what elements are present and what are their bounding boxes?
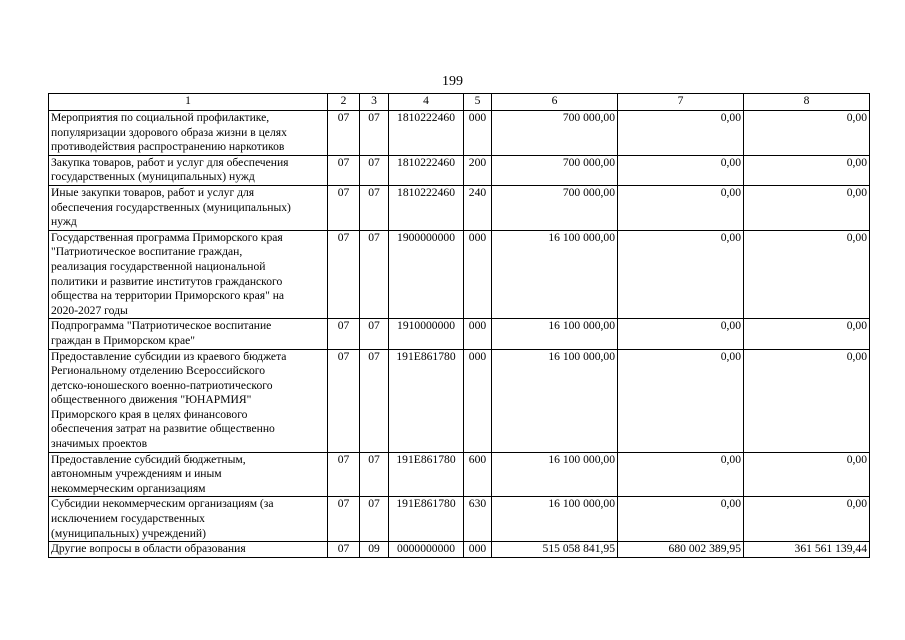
row-name-line: Приморского края в целях финансового xyxy=(51,407,248,421)
column-header: 1 xyxy=(49,94,328,111)
section-code: 07 xyxy=(328,319,360,349)
amount-year-2: 0,00 xyxy=(618,497,744,542)
row-name-line: "Патриотическое воспитание граждан, xyxy=(51,245,243,259)
table-row xyxy=(49,155,870,185)
row-name-line: противодействия распространению наркотиков xyxy=(51,140,285,154)
subsection-code: 07 xyxy=(360,452,389,497)
row-name-line: Иные закупки товаров, работ и услуг для xyxy=(51,185,255,199)
amount-year-3: 0,00 xyxy=(744,319,870,349)
row-name-line: нужд xyxy=(51,215,77,229)
row-name-cell xyxy=(49,349,328,452)
row-name-line: Субсидии некоммерческим организациям (за xyxy=(51,497,274,511)
amount-year-3: 0,00 xyxy=(744,111,870,156)
row-name-line: обеспечения государственных (муниципальных) xyxy=(51,200,291,214)
table-row xyxy=(49,230,870,319)
table-row xyxy=(49,542,870,558)
target-code: 191E861780 xyxy=(389,452,464,497)
row-name-line: Мероприятия по социальной профилактике, xyxy=(51,111,270,124)
section-code: 07 xyxy=(328,155,360,185)
subsection-code: 07 xyxy=(360,319,389,349)
target-code: 191E861780 xyxy=(389,349,464,452)
section-code: 07 xyxy=(328,349,360,452)
column-header: 6 xyxy=(492,94,618,111)
amount-year-2: 680 002 389,95 xyxy=(618,542,744,558)
row-name-line: Другие вопросы в области образования xyxy=(51,542,246,556)
subsection-code: 07 xyxy=(360,349,389,452)
table-row xyxy=(49,185,870,230)
row-name-line: (муниципальных) учреждений) xyxy=(51,526,206,540)
subsection-code: 07 xyxy=(360,497,389,542)
section-code: 07 xyxy=(328,542,360,558)
row-name-line: детско-юношеского военно-патриотического xyxy=(51,378,273,392)
expense-type-code: 600 xyxy=(464,452,492,497)
amount-year-2: 0,00 xyxy=(618,319,744,349)
expense-type-code: 000 xyxy=(464,542,492,558)
budget-table xyxy=(48,93,870,558)
row-name-line: некоммерческим организациям xyxy=(51,481,206,495)
section-code: 07 xyxy=(328,185,360,230)
amount-year-3: 0,00 xyxy=(744,230,870,319)
target-code: 0000000000 xyxy=(389,542,464,558)
row-name-line: Предоставление субсидии из краевого бюджета xyxy=(51,349,287,363)
row-name-cell xyxy=(49,230,328,319)
table-row xyxy=(49,111,870,156)
row-name-line: популяризации здорового образа жизни в целях xyxy=(51,125,287,139)
row-name-line: Государственная программа Приморского края xyxy=(51,230,283,244)
row-name-line: общественного движения "ЮНАРМИЯ" xyxy=(51,393,252,407)
amount-year-2: 0,00 xyxy=(618,452,744,497)
row-name-line: обеспечения затрат на развитие общественно xyxy=(51,422,275,436)
section-code: 07 xyxy=(328,230,360,319)
amount-year-3: 0,00 xyxy=(744,185,870,230)
amount-year-3: 0,00 xyxy=(744,349,870,452)
column-header: 8 xyxy=(744,94,870,111)
expense-type-code: 000 xyxy=(464,230,492,319)
amount-year-1: 515 058 841,95 xyxy=(492,542,618,558)
expense-type-code: 000 xyxy=(464,349,492,452)
page-number: 199 xyxy=(442,74,463,89)
row-name-line: исключением государственных xyxy=(51,512,205,526)
target-code: 1810222460 xyxy=(389,185,464,230)
table-row xyxy=(49,319,870,349)
amount-year-3: 0,00 xyxy=(744,497,870,542)
row-name-cell xyxy=(49,185,328,230)
amount-year-1: 700 000,00 xyxy=(492,111,618,156)
row-name-cell xyxy=(49,111,328,156)
amount-year-1: 700 000,00 xyxy=(492,185,618,230)
amount-year-1: 16 100 000,00 xyxy=(492,497,618,542)
subsection-code: 07 xyxy=(360,230,389,319)
amount-year-3: 0,00 xyxy=(744,155,870,185)
table-header-row xyxy=(49,94,870,111)
amount-year-1: 700 000,00 xyxy=(492,155,618,185)
section-code: 07 xyxy=(328,111,360,156)
row-name-cell xyxy=(49,155,328,185)
row-name-line: Региональному отделению Всероссийского xyxy=(51,364,266,378)
table-row xyxy=(49,452,870,497)
target-code: 1910000000 xyxy=(389,319,464,349)
row-name-line: 2020-2027 годы xyxy=(51,303,128,317)
amount-year-2: 0,00 xyxy=(618,111,744,156)
row-name-line: Закупка товаров, работ и услуг для обеспечения xyxy=(51,155,289,169)
row-name-line: политики и развитие институтов гражданского xyxy=(51,274,283,288)
expense-type-code: 200 xyxy=(464,155,492,185)
subsection-code: 07 xyxy=(360,111,389,156)
amount-year-1: 16 100 000,00 xyxy=(492,319,618,349)
column-header: 3 xyxy=(360,94,389,111)
row-name-line: значимых проектов xyxy=(51,437,148,451)
column-header: 2 xyxy=(328,94,360,111)
subsection-code: 07 xyxy=(360,185,389,230)
row-name-line: Предоставление субсидий бюджетным, xyxy=(51,452,246,466)
row-name-line: Подпрограмма "Патриотическое воспитание xyxy=(51,319,272,333)
target-code: 1810222460 xyxy=(389,155,464,185)
row-name-line: общества на территории Приморского края" на xyxy=(51,289,285,303)
row-name-cell xyxy=(49,319,328,349)
row-name-cell xyxy=(49,542,328,558)
amount-year-2: 0,00 xyxy=(618,185,744,230)
amount-year-2: 0,00 xyxy=(618,349,744,452)
amount-year-1: 16 100 000,00 xyxy=(492,452,618,497)
amount-year-2: 0,00 xyxy=(618,155,744,185)
column-header: 7 xyxy=(618,94,744,111)
expense-type-code: 000 xyxy=(464,319,492,349)
expense-type-code: 630 xyxy=(464,497,492,542)
row-name-cell xyxy=(49,452,328,497)
subsection-code: 07 xyxy=(360,155,389,185)
target-code: 1900000000 xyxy=(389,230,464,319)
amount-year-1: 16 100 000,00 xyxy=(492,230,618,319)
section-code: 07 xyxy=(328,452,360,497)
row-name-line: государственных (муниципальных) нужд xyxy=(51,170,255,184)
row-name-cell xyxy=(49,497,328,542)
amount-year-3: 361 561 139,44 xyxy=(744,542,870,558)
table-row xyxy=(49,349,870,452)
expense-type-code: 240 xyxy=(464,185,492,230)
target-code: 191E861780 xyxy=(389,497,464,542)
row-name-line: граждан в Приморском крае" xyxy=(51,333,195,347)
row-name-line: автономным учреждениям и иным xyxy=(51,467,222,481)
table-row xyxy=(49,497,870,542)
target-code: 1810222460 xyxy=(389,111,464,156)
table-body xyxy=(49,111,870,558)
expense-type-code: 000 xyxy=(464,111,492,156)
amount-year-3: 0,00 xyxy=(744,452,870,497)
column-header: 4 xyxy=(389,94,464,111)
amount-year-2: 0,00 xyxy=(618,230,744,319)
subsection-code: 09 xyxy=(360,542,389,558)
column-header: 5 xyxy=(464,94,492,111)
row-name-line: реализация государственной национальной xyxy=(51,259,266,273)
section-code: 07 xyxy=(328,497,360,542)
amount-year-1: 16 100 000,00 xyxy=(492,349,618,452)
